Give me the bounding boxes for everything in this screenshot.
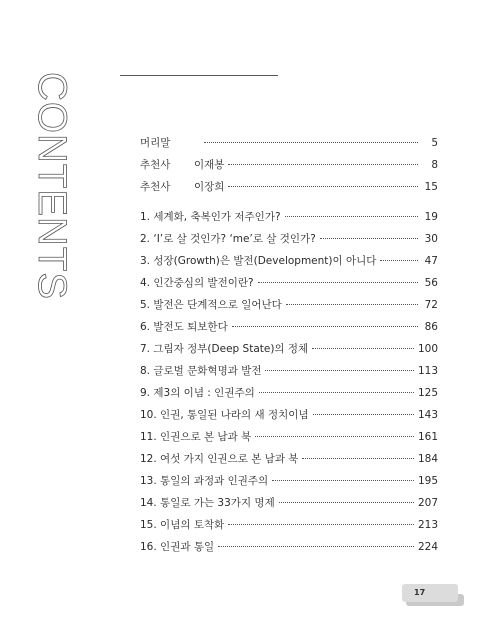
page-ref: 207 bbox=[417, 497, 438, 509]
leader-dots bbox=[380, 259, 418, 261]
page-ref: 143 bbox=[417, 409, 438, 421]
chapter-number: 11. bbox=[140, 431, 157, 443]
chapter-item[interactable] bbox=[140, 228, 438, 250]
chapter-title: 성장(Growth)은 발전(Development)이 아니다 bbox=[153, 255, 377, 267]
page-number-tab bbox=[402, 584, 458, 602]
chapter-title: 인간중심의 발전이란? bbox=[153, 277, 254, 289]
chapter-number: 3. bbox=[140, 255, 151, 267]
page-ref: 5 bbox=[431, 137, 438, 149]
leader-dots bbox=[228, 185, 418, 187]
chapter-title: 발전도 퇴보한다 bbox=[153, 321, 228, 333]
page-ref: 15 bbox=[424, 181, 438, 193]
chapter-title: 세계화, 축복인가 저주인가? bbox=[153, 211, 281, 223]
leader-dots bbox=[320, 237, 418, 239]
page-ref: 125 bbox=[417, 387, 438, 399]
chapter-number: 7. bbox=[140, 343, 151, 355]
front-matter-author: 이재봉 bbox=[194, 159, 225, 171]
chapter-item[interactable] bbox=[140, 272, 438, 294]
page-ref: 56 bbox=[424, 277, 438, 289]
chapter-number: 13. bbox=[140, 475, 157, 487]
chapter-title: 이념의 토착화 bbox=[160, 519, 225, 531]
chapter-item[interactable] bbox=[140, 338, 438, 360]
contents-heading bbox=[30, 72, 102, 300]
page-ref: 19 bbox=[424, 211, 438, 223]
chapter-number: 6. bbox=[140, 321, 151, 333]
front-matter-label: 머리말 bbox=[140, 137, 171, 149]
leader-dots bbox=[286, 303, 418, 305]
chapter-item[interactable] bbox=[140, 382, 438, 404]
chapter-number: 5. bbox=[140, 299, 151, 311]
page-ref: 195 bbox=[417, 475, 438, 487]
chapter-title: 인권, 통일된 나라의 새 정치이념 bbox=[160, 409, 309, 421]
chapter-title: ‘I’로 살 것인가? ‘me’로 살 것인가? bbox=[153, 233, 316, 245]
chapter-title: 여섯 가지 인권으로 본 남과 북 bbox=[160, 453, 299, 465]
chapter-item[interactable] bbox=[140, 250, 438, 272]
chapter-item[interactable] bbox=[140, 360, 438, 382]
chapter-title: 통일로 가는 33가지 명제 bbox=[160, 497, 275, 509]
chapter-item[interactable] bbox=[140, 206, 438, 228]
leader-dots bbox=[302, 457, 414, 459]
page-ref: 100 bbox=[417, 343, 438, 355]
leader-dots bbox=[279, 501, 414, 503]
page-ref: 86 bbox=[424, 321, 438, 333]
leader-dots bbox=[285, 215, 418, 217]
chapter-title: 제3의 이념 : 인권주의 bbox=[153, 387, 255, 399]
chapter-number: 2. bbox=[140, 233, 151, 245]
page-number: 17 bbox=[414, 588, 426, 597]
chapter-number: 14. bbox=[140, 497, 157, 509]
leader-dots bbox=[232, 325, 418, 327]
chapter-title: 인권으로 본 남과 북 bbox=[160, 431, 252, 443]
front-matter-author: 이장희 bbox=[194, 181, 225, 193]
chapter-number: 10. bbox=[140, 409, 157, 421]
chapter-item[interactable] bbox=[140, 492, 438, 514]
front-matter-item[interactable] bbox=[140, 154, 438, 176]
leader-dots bbox=[204, 141, 418, 143]
chapter-number: 8. bbox=[140, 365, 151, 377]
header-rule bbox=[120, 75, 278, 76]
page-ref: 224 bbox=[417, 541, 438, 553]
chapter-number: 16. bbox=[140, 541, 157, 553]
chapter-number: 1. bbox=[140, 211, 151, 223]
leader-dots bbox=[313, 413, 414, 415]
chapter-number: 4. bbox=[140, 277, 151, 289]
leader-dots bbox=[312, 347, 414, 349]
page-ref: 47 bbox=[424, 255, 438, 267]
leader-dots bbox=[265, 369, 413, 371]
chapter-item[interactable] bbox=[140, 470, 438, 492]
front-matter-list bbox=[140, 132, 438, 198]
page-ref: 8 bbox=[431, 159, 438, 171]
chapter-title: 발전은 단계적으로 일어난다 bbox=[153, 299, 282, 311]
page-ref: 213 bbox=[417, 519, 438, 531]
front-matter-item[interactable] bbox=[140, 176, 438, 198]
leader-dots bbox=[258, 281, 418, 283]
page-ref: 184 bbox=[417, 453, 438, 465]
chapter-item[interactable] bbox=[140, 536, 438, 558]
leader-dots bbox=[228, 523, 414, 525]
chapter-item[interactable] bbox=[140, 294, 438, 316]
leader-dots bbox=[228, 163, 418, 165]
leader-dots bbox=[255, 435, 414, 437]
chapter-item[interactable] bbox=[140, 514, 438, 536]
front-matter-item[interactable] bbox=[140, 132, 438, 154]
chapter-item[interactable] bbox=[140, 448, 438, 470]
chapter-number: 9. bbox=[140, 387, 151, 399]
chapter-list bbox=[140, 206, 438, 558]
chapter-item[interactable] bbox=[140, 404, 438, 426]
leader-dots bbox=[218, 545, 414, 547]
page-ref: 161 bbox=[417, 431, 438, 443]
chapter-number: 15. bbox=[140, 519, 157, 531]
page-ref: 113 bbox=[417, 365, 438, 377]
chapter-item[interactable] bbox=[140, 426, 438, 448]
chapter-title: 글로벌 문화혁명과 발전 bbox=[153, 365, 262, 377]
chapter-title: 그림자 정부(Deep State)의 정체 bbox=[153, 343, 309, 355]
chapter-title: 통일의 과정과 인권주의 bbox=[160, 475, 269, 487]
chapter-title: 인권과 통일 bbox=[160, 541, 215, 553]
front-matter-label: 추천사 bbox=[140, 159, 171, 171]
chapter-item[interactable] bbox=[140, 316, 438, 338]
leader-dots bbox=[259, 391, 414, 393]
front-matter-label: 추천사 bbox=[140, 181, 171, 193]
contents-heading-text: CONTENTS bbox=[30, 72, 74, 300]
page-ref: 72 bbox=[424, 299, 438, 311]
chapter-number: 12. bbox=[140, 453, 157, 465]
page-ref: 30 bbox=[424, 233, 438, 245]
leader-dots bbox=[272, 479, 414, 481]
